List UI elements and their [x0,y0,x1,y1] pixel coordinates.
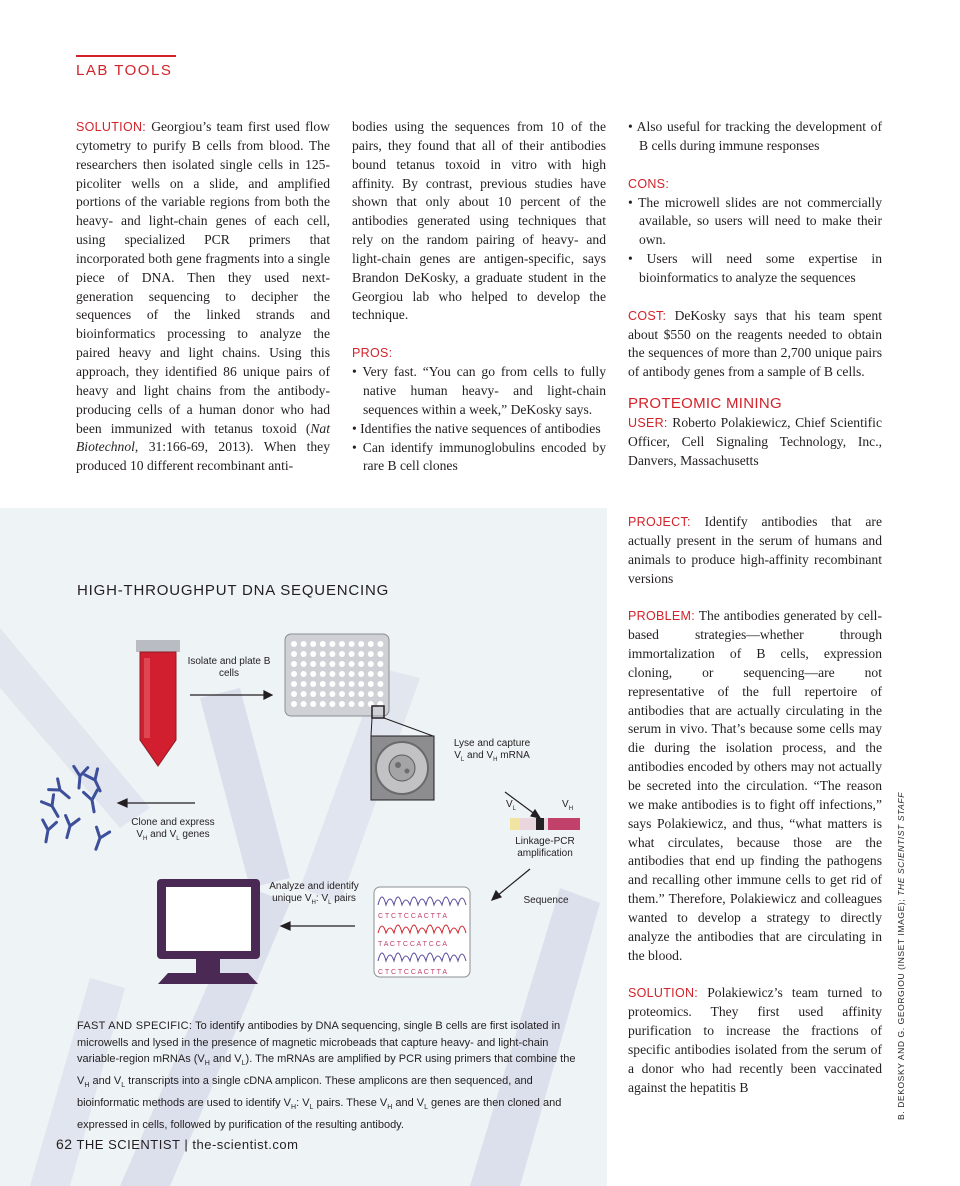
plate-well [310,701,316,707]
cons-item: • The microwell slides are not commercially available, so users will need to make their own. [628,194,882,248]
infographic-panel [0,508,607,1186]
pros-label: PROS: [352,346,393,361]
antibody-icon [60,815,79,839]
plate-well [310,661,316,667]
plate-well [301,691,307,697]
plate-well [349,661,355,667]
plate-well [368,671,374,677]
plate-well [349,671,355,677]
plate-well [368,641,374,647]
plate-well [329,671,335,677]
plate-well [339,651,345,657]
svg-text:C T C T C C A C T T A: C T C T C C A C T T A [378,969,447,976]
antibody-icon [89,827,109,852]
plate-well [329,691,335,697]
plate-well [339,701,345,707]
plate-well [291,641,297,647]
plate-well [310,691,316,697]
cons-item: • Users will need some expertise in bioinformatics to analyze the sequences [628,251,882,285]
section-rule [76,55,176,57]
plate-well [358,701,364,707]
plate-well [358,681,364,687]
antibody-icon [39,820,56,843]
plate-well [377,671,383,677]
label-vl-vh: $V_L$ $V_H$ [506,799,574,812]
pros-item: • Identifies the native sequences of antibodies [352,420,601,436]
solution-paragraph: SOLUTION: Georgiou’s team first used flow cytometry to purify B cells from blood. The researchers then isolated single cells in 125-picoliter wells on a slide, and amplified portions of the variable regions from both the heavy- and light-chain genes of each cell, using specialized PCR primers that incorporated both gene fragments into a single piece of DNA. Then they used next-generation sequencing to decipher the sequences of the linked strands and bioinformatics processing to analyze the paired heavy and light chains. Using this approach, they identified 86 unique pairs of heavy and light chains from the antibody-producing cells of a human donor who had been immunized with tetanus toxoid (Nat Biotechnol, 31:166-69, 2013). When they produced 10 different recombinant anti- [76,119,330,474]
plate-well [320,651,326,657]
article-column-2 [352,118,606,476]
pros-item: • Very fast. “You can go from cells to fully native human heavy- and light-chain sequences within a week,” DeKosky says. [352,364,606,417]
section-label: LAB TOOLS [76,62,173,79]
label-sequence: Sequence [523,895,569,906]
plate-well [291,661,297,667]
plate-well [301,671,307,677]
plate-well [368,691,374,697]
plate-well [349,681,355,687]
page-footer: 62 THE SCIENTIST | the-scientist.com [56,1136,299,1152]
article-column-3-lower [628,513,882,1097]
subhead-proteomic-mining: PROTEOMIC MINING [628,395,782,413]
pros-item: • Can identify immunoglobulins encoded by rare B cell clones [352,439,606,474]
plate-well [377,691,383,697]
cost-paragraph: COST: DeKosky says that his team spent about $550 on the reagents needed to obtain the sequences of more than 2,700 unique pairs of antibody genes from a sample of B cells. [628,307,882,380]
plate-well [310,641,316,647]
plate-well [339,681,345,687]
label-analyze-identify: Analyze and identify unique $V_H$: $V_L$ pairs [269,881,359,906]
sequencing-chromatogram [374,887,470,977]
plate-well [349,651,355,657]
plate-well [301,701,307,707]
label-clone-express: Clone and express $V_H$ and $V_L$ genes [131,817,215,842]
label-isolate-plate: Isolate and plate B cells [187,656,271,679]
solution-paragraph-2: SOLUTION: Polakiewicz’s team turned to proteomics. They first used affinity purification to increase the fractions of specific antibodies isolated from the serum of a donor who had recently been vaccinated against the hepatitis B [628,985,882,1095]
plate-well [291,681,297,687]
plate-well [301,661,307,667]
plate-well [310,681,316,687]
plate-well [339,641,345,647]
plate-well [358,641,364,647]
plate-well [291,651,297,657]
plate-well [339,661,345,667]
plate-well [320,671,326,677]
plate-well [320,641,326,647]
plate-well [320,691,326,697]
plate-well [358,651,364,657]
figure-caption: FAST AND SPECIFIC: To identify antibodies by DNA sequencing, single B cells are first isolated in microwells and lysed in the presence of magnetic microbeads that capture heavy- and light-chain variable-region mRNAs ($V_H$ and $V_L$). The mRNAs are amplified by PCR using primers that combine the $V_H$ and $V_L$ transcripts into a single cDNA amplicon. These amplicons are then sequenced, and bioinformatic methods are used to identify $V_H$: $V_L$ pairs. These $V_H$ and $V_L$ genes are then cloned and expressed in cells, followed by purification of the resulting antibody. [77,1020,576,1131]
plate-well [358,661,364,667]
plate-well [310,671,316,677]
plate-well [358,671,364,677]
plate-well [320,681,326,687]
plate-well [377,681,383,687]
project-paragraph: PROJECT: Identify antibodies that are actually present in the serum of humans and animals to produce high-affinity recombinant versions [628,514,882,586]
body-paragraph: bodies using the sequences from 10 of the pairs, they found that all of their antibodies bound tetanus toxoid in vitro with high affinity. By contrast, previous studies have shown that only about 10 percent of the antibodies generated using techniques that rely on the random pairing of heavy- and light-chain genes are antigen-specific, says Brandon DeKosky, a graduate student in the Georgiou lab who helped to develop the technique. [352,119,606,323]
plate-well [339,671,345,677]
antibody-icon [41,795,64,820]
plate-well [368,651,374,657]
plate-well [329,661,335,667]
article-column-1 [76,118,330,476]
magazine-url[interactable]: the-scientist.com [192,1137,299,1152]
label-lyse-capture: Lyse and capture $V_L$ and $V_H$ mRNA [453,738,531,763]
plate-well [339,691,345,697]
cons-label: CONS: [628,176,670,191]
plate-well [329,651,335,657]
label-linkage-pcr: Linkage-PCR amplification [515,836,575,859]
plate-well [329,641,335,647]
plate-well [349,641,355,647]
magazine-name: THE SCIENTIST [76,1137,181,1152]
plate-well [291,671,297,677]
plate-well [301,641,307,647]
plate-well [320,661,326,667]
page-number: 62 [56,1136,73,1152]
plate-well [301,681,307,687]
plate-well [291,691,297,697]
plate-well [368,681,374,687]
plate-well [329,681,335,687]
plate-well [301,651,307,657]
plate-well [329,701,335,707]
plate-well [358,691,364,697]
microwell-inset-image [371,736,434,800]
plate-well [320,701,326,707]
plate-well [291,701,297,707]
photo-credit: B. DEKOSKY AND G. GEORGIOU (INSET IMAGE); THE SCIENTIST STAFF [896,791,906,1120]
svg-text:C T C T C C A C T T A: C T C T C C A C T T A [378,913,447,920]
plate-well [310,651,316,657]
plate-well [377,651,383,657]
user-paragraph: USER: Roberto Polakiewicz, Chief Scientific Officer, Cell Signaling Technology, Inc., Danvers, Massachusetts [628,415,882,468]
linkage-pcr-strand [510,818,580,830]
plate-well [377,641,383,647]
svg-text:T A C T C C A T C C A: T A C T C C A T C C A [378,941,447,948]
figure-title: HIGH-THROUGHPUT DNA SEQUENCING [77,582,390,599]
pros-item: • Also useful for tracking the development of B cells during immune responses [628,119,882,153]
article-column-3 [628,118,882,471]
plate-well [349,701,355,707]
tube-icon [136,640,180,766]
solution-label: SOLUTION: [76,120,147,134]
plate-well [349,691,355,697]
plate-well [377,661,383,667]
problem-paragraph: PROBLEM: The antibodies generated by cell-based strategies—whether through immortalization of B cells, expression cloning, or sequencing—are not representative of the full repertoire of antibodies that are actually circulating in the serum in vivo. That’s because some cells may die during the isolation process, and the antibodies encoded by others may not actually be secreted into the circulation. “The reason we make antibodies is to fight off infections,” says Polakiewicz, and thus, “what matters is what circulates, because those are the antibodies that end up finding the pathogens and recalling other immune cells to get rid of them.” Therefore, Polakiewicz and colleagues wanted to develop a strategy to directly analyze the antibodies that are circulating in the blood. [628,608,882,963]
plate-well [368,661,374,667]
